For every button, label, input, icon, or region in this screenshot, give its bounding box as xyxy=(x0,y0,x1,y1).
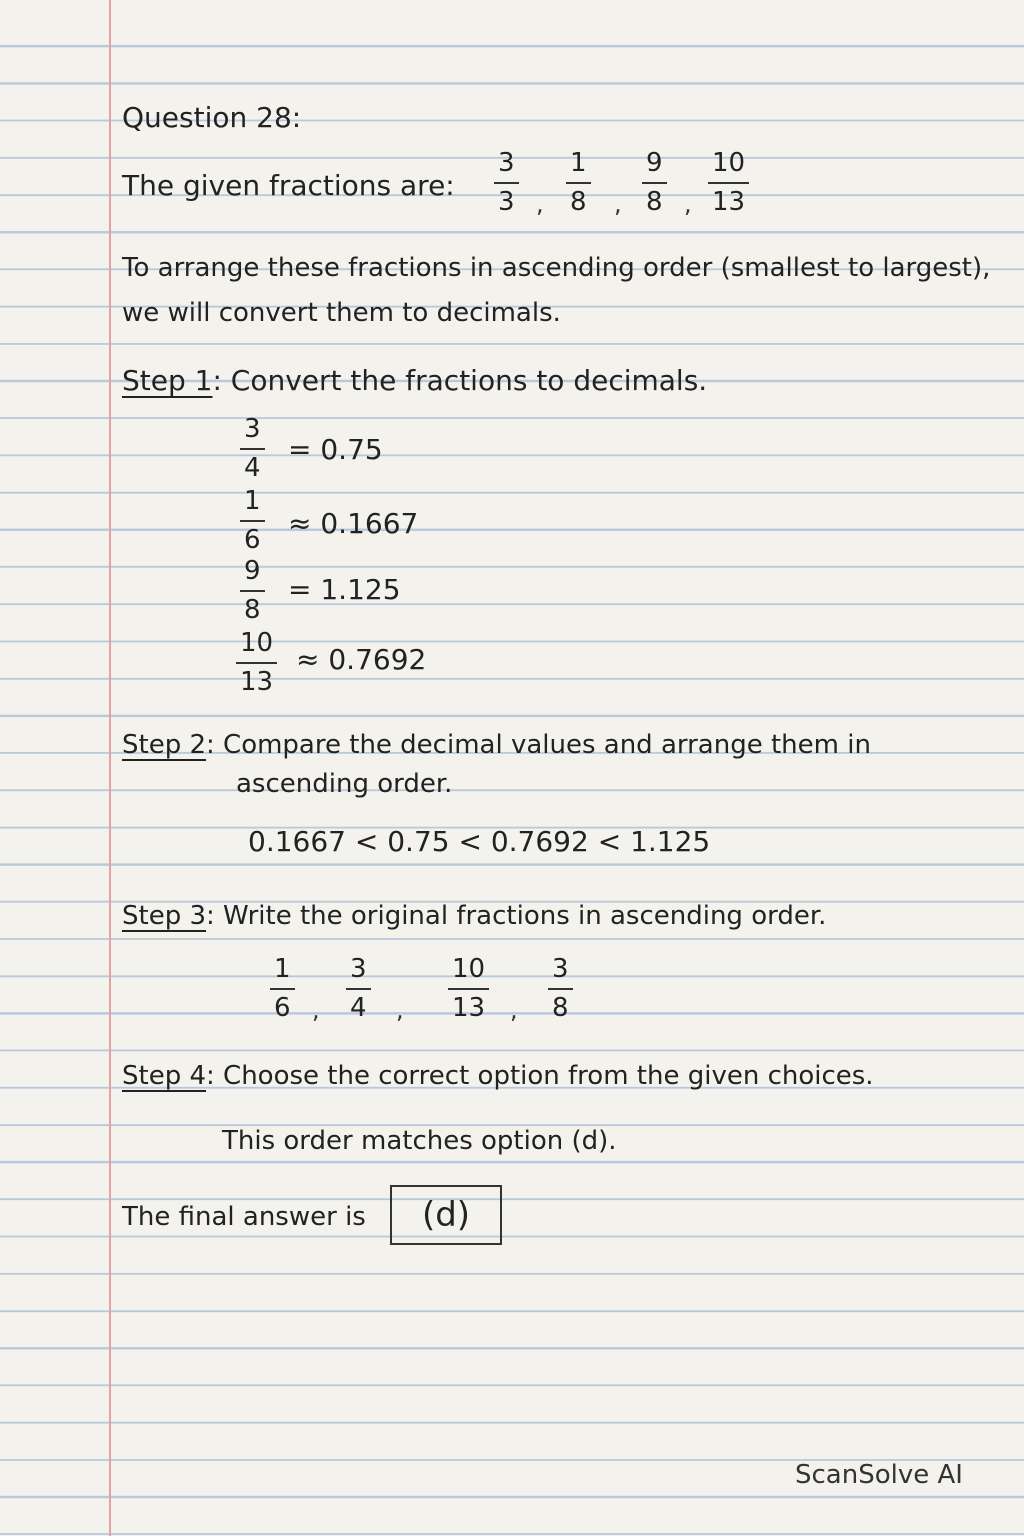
step-4-label: Step 4 xyxy=(122,1061,207,1091)
step-1-fraction: 9 8 xyxy=(240,558,265,623)
ordered-separator: , xyxy=(396,996,404,1024)
final-answer-label: The final answer is xyxy=(122,1202,366,1232)
watermark-text: ScanSolve AI xyxy=(795,1460,963,1490)
step-1-decimal: ≈ 0.7692 xyxy=(296,643,427,676)
step-1-fraction: 3 4 xyxy=(240,416,265,481)
step-4-text: : Choose the correct option from the given choices. xyxy=(206,1061,874,1091)
step-1-decimal: = 1.125 xyxy=(288,573,401,606)
step-4-heading xyxy=(122,1063,874,1089)
ordered-separator: , xyxy=(510,996,518,1024)
question-title: Question 28: xyxy=(122,101,302,134)
given-separator: , xyxy=(536,190,544,218)
given-fraction: 3 3 xyxy=(494,150,519,215)
step-1-text: : Convert the fractions to decimals. xyxy=(212,364,708,397)
given-label: The given fractions are: xyxy=(122,169,455,202)
step-3-text: : Write the original fractions in ascending order. xyxy=(206,901,827,931)
step-2-heading xyxy=(122,732,871,758)
step-3-heading xyxy=(122,903,826,929)
step-1-decimal: ≈ 0.1667 xyxy=(288,507,419,540)
given-fraction: 1 8 xyxy=(566,150,591,215)
margin-line xyxy=(109,0,111,1536)
given-fraction: 10 13 xyxy=(708,150,749,215)
step-2-label: Step 2 xyxy=(122,730,207,760)
ordered-fraction: 3 8 xyxy=(548,956,573,1021)
step-2-text-continued: ascending order. xyxy=(236,769,453,799)
option-match-text: This order matches option (d). xyxy=(222,1126,617,1156)
final-answer-box xyxy=(390,1185,502,1245)
ordered-separator: , xyxy=(312,996,320,1024)
given-separator: , xyxy=(684,190,692,218)
step-2-text: : Compare the decimal values and arrange them in xyxy=(206,730,871,760)
intro-line-2: we will convert them to decimals. xyxy=(122,298,561,328)
given-fraction: 9 8 xyxy=(642,150,667,215)
step-3-label: Step 3 xyxy=(122,901,207,931)
decimal-comparison: 0.1667 < 0.75 < 0.7692 < 1.125 xyxy=(248,825,711,858)
step-1-label: Step 1 xyxy=(122,364,213,397)
final-answer-value: (d) xyxy=(421,1195,471,1235)
step-1-fraction: 1 6 xyxy=(240,488,265,553)
intro-line-1: To arrange these fractions in ascending order (smallest to largest), xyxy=(122,253,991,283)
step-1-fraction: 10 13 xyxy=(236,630,277,695)
step-1-decimal: = 0.75 xyxy=(288,433,383,466)
step-1-heading xyxy=(122,364,708,397)
ordered-fraction: 1 6 xyxy=(270,956,295,1021)
given-separator: , xyxy=(614,190,622,218)
ordered-fraction: 10 13 xyxy=(448,956,489,1021)
ordered-fraction: 3 4 xyxy=(346,956,371,1021)
